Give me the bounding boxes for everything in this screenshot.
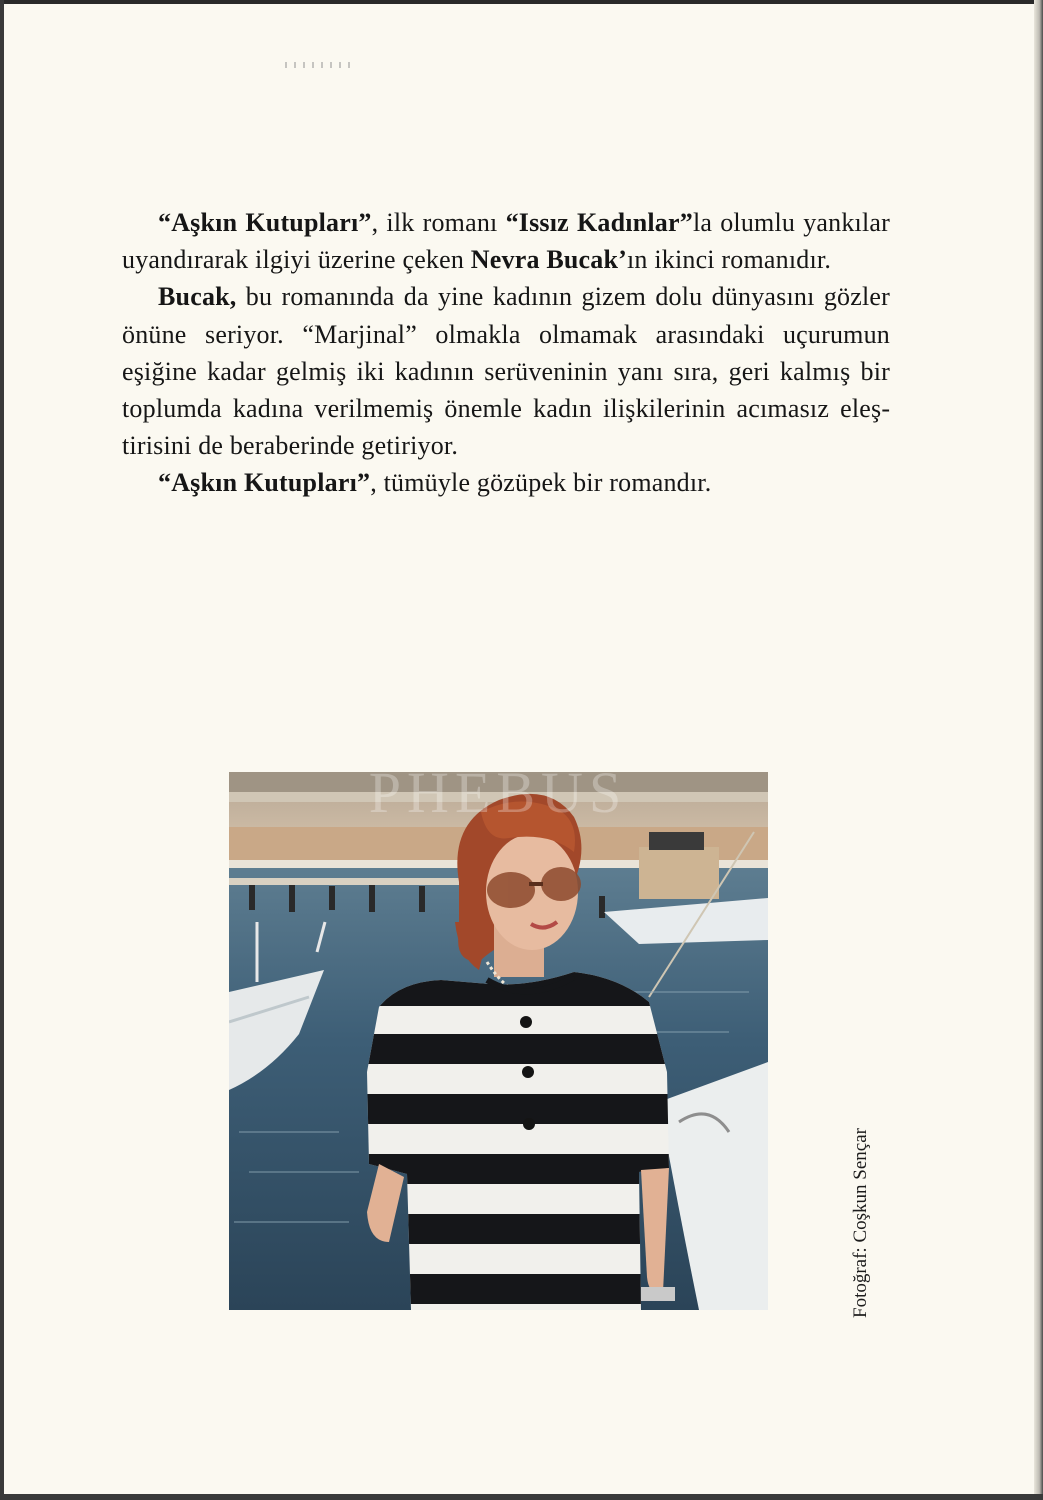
text-span: , tümüyle gözüpek bir romandır. [370,468,712,498]
blurb-paragraph-1 [122,204,890,278]
book-title: “Aşkın Kutupları” [158,468,371,498]
author-photo-illustration [229,772,768,1310]
book-title: “Aşkın Kutupları” [158,208,372,237]
text-span: ın ikinci romanıdır. [627,245,832,275]
scan-edge-right [1034,0,1043,1500]
scan-edge-top [0,0,1043,4]
text-span: bu romanında da yine kadının gizem dolu dünyasını gözler önüne seriyor. “Marjinal” olmakla olmamak arasındaki uçurumun eşiğine kadar gelmiş iki kadının serüveninin yanı sıra, geri kalmış bir toplumda kadına verilmemiş önemle kadın ilişkilerinin acımasız eleştirisini de beraberinde getiriyor. [122,282,890,461]
photo-watermark: PHEBUS [368,772,628,825]
blurb-text [122,204,890,502]
author-surname: Bucak, [158,282,237,312]
author-name: Nevra Bucak’ [470,245,627,275]
paper-specks [285,62,355,68]
blurb-paragraph-3 [122,464,890,501]
text-span: la olumlu yankılar uyandırarak ilgiyi üzerine çeken [122,208,890,275]
blurb-paragraph-2 [122,278,890,464]
first-novel-title: “Issız Kadınlar” [505,208,693,237]
author-photo [229,772,768,1310]
scan-edge-left [0,0,4,1500]
text-span: , ilk romanı [371,208,506,237]
photo-credit: Fotoğraf: Coşkun Sençar [850,1128,871,1318]
scan-edge-bottom [0,1494,1043,1500]
